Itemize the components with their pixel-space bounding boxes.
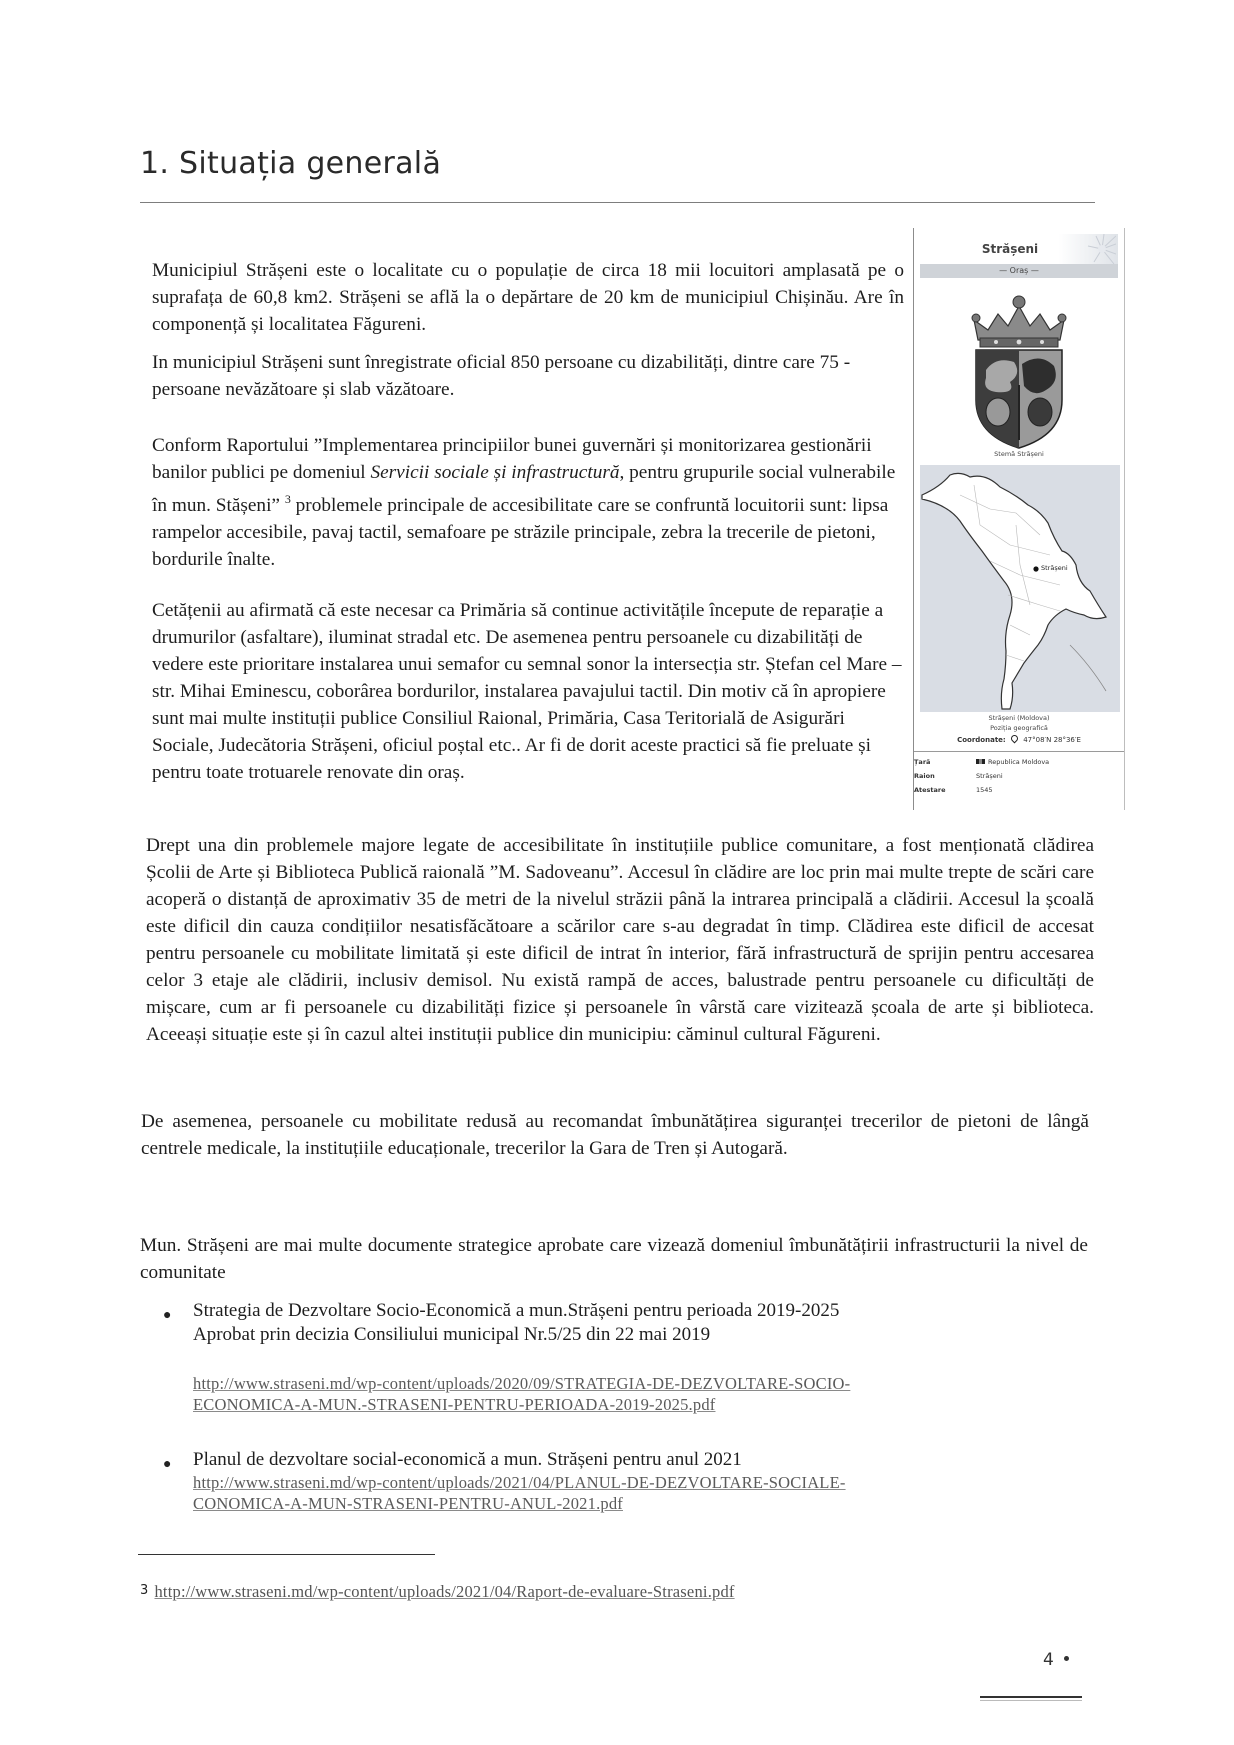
bullet-icon: ● <box>163 1457 172 1472</box>
document-link-line[interactable]: http://www.straseni.md/wp-content/uploads/2021/04/PLANUL-DE-DEZVOLTARE-SOCIALE- <box>193 1473 846 1492</box>
coat-of-arms-caption: Stemă Strășeni <box>994 450 1044 458</box>
infobox-city-type: — Oraș — <box>920 264 1118 278</box>
document-approval: Aprobat prin decizia Consiliului municipal Nr.5/25 din 22 mai 2019 <box>193 1324 711 1345</box>
document-title: Planul de dezvoltare social-economică a mun. Strășeni pentru anul 2021 <box>193 1449 742 1470</box>
paragraph-citizens: Cetățenii au afirmată că este necesar ca Primăria să continue activitățile începute de reparație a drumurilor (asfaltare), iluminat stradal etc. De asemenea pentru persoanele cu dizabilități de vedere este prioritare instalarea unui semafor cu semnal sonor la intersecția str. Ștefan cel Mare – str. Mihai Eminescu, coborârea bordurilor, instalarea pavajului tactil. Din motiv că în apropiere sunt mai multe instituții publice Consiliul Raional, Primăria, Casa Teritorială de Asigurări Sociale, Judecătoria Strășeni, oficiul poștal etc.. Ar fi de dorit aceste practici să fie preluate și pentru toate trotuarele renovate din oraș. <box>152 600 902 783</box>
infobox-row-value[interactable]: Strășeni <box>976 772 1003 780</box>
infobox-row-value[interactable]: Republica Moldova <box>988 758 1050 766</box>
infobox-divider <box>914 751 1124 752</box>
footnote-separator <box>138 1554 435 1555</box>
footnote-number: 3 <box>140 1583 149 1598</box>
infobox-row-value: 1545 <box>976 786 993 794</box>
document-link-line[interactable]: http://www.straseni.md/wp-content/uploads/2020/09/STRATEGIA-DE-DEZVOLTARE-SOCIO- <box>193 1374 851 1393</box>
city-infobox <box>913 228 1125 810</box>
coordinates[interactable] <box>914 735 1124 744</box>
report-text-after: problemele principale de accesibilitate care se confruntă locuitorii sunt: lipsa rampelor accesibile, pavaj tactil, semafoare pe străzile principale, zebra la trecerile de pietoni, bordurile înalte. <box>152 495 889 570</box>
infobox-row-key: Atestare <box>914 786 946 794</box>
title-divider <box>140 202 1095 203</box>
infobox-header <box>920 234 1118 264</box>
map-pin-icon <box>1010 734 1020 744</box>
coordinates-label: Coordonate: <box>957 736 1006 744</box>
page-number: 4 <box>1043 1650 1054 1670</box>
map-caption: Strășeni (Moldova) <box>988 714 1050 722</box>
paragraph-pedestrian-safety: De asemenea, persoanele cu mobilitate redusă au recomandat îmbunătățirea siguranței trecerilor de pietoni de lângă centrele medicale, la instituțiile educaționale, trecerilor la Gara de Tren și Autogară. <box>141 1111 1089 1159</box>
moldova-map-icon <box>920 465 1120 712</box>
report-text-mid: , pentru grupurile social vulnerabile în mun. Stășeni” <box>152 462 896 516</box>
document-link-line[interactable]: CONOMICA-A-MUN-STRASENI-PENTRU-ANUL-2021.pdf <box>193 1494 623 1513</box>
paragraph-disabilities: In municipiul Strășeni sunt înregistrate oficial 850 persoane cu dizabilități, dintre care 75 - persoane nevăzătoare și slab văzătoare. <box>152 352 851 400</box>
footer-rule <box>980 1696 1082 1698</box>
map-marker-dot[interactable] <box>1033 566 1038 571</box>
paragraph-school-of-arts: Drept una din problemele majore legate de accesibilitate în instituțiile publice comunitare, a fost menționată clădirea Școlii de Arte și Biblioteca Publică raională ”M. Sadoveanu”. Accesul în clădire are loc prin mai multe trepte de scări care acoperă o distanță de aproximativ 35 de metri de la nivelul străzii până la intrarea principală a clădirii. Accesul la școală este dificil din cauza condițiilor nesatisfăcătoare a scărilor care s-au degradat în timp. Clădirea este dificil de accesat pentru persoanele cu mobilitate limitată și este dificil de intrat în interior, fără infrastructură de sprijin pentru accesarea celor 3 etaje ale clădirii, inclusiv demisol. Nu există rampă de acces, balustrade pentru persoanele cu dificultăți de mișcare, cum ar fi persoanele cu dizabilități fizice și persoanele în vârstă care vizitează școala de arte și biblioteca. Aceeași situație este și în cazul altei instituții publice din municipiu: căminul cultural Făgureni. <box>146 835 1094 1045</box>
map-subcaption: Poziția geografică <box>990 724 1048 732</box>
infobox-row-key: Țară <box>914 758 931 766</box>
sun-decoration-icon <box>1082 234 1116 264</box>
paragraph-report <box>152 432 904 573</box>
section-title: 1. Situația generală <box>140 146 442 181</box>
document-link-line[interactable]: ECONOMICA-A-MUN.-STRASENI-PENTRU-PERIOADA-2019-2025.pdf <box>193 1395 716 1414</box>
footnote-link[interactable]: http://www.straseni.md/wp-content/uploads/2021/04/Raport-de-evaluare-Straseni.pdf <box>154 1582 735 1601</box>
page-dot-icon <box>1064 1656 1069 1661</box>
infobox-city-name: Strășeni <box>981 242 1039 256</box>
infobox-row-key: Raion <box>914 772 935 780</box>
footer-rule-light <box>980 1700 1082 1701</box>
report-domain-italic: Servicii sociale și infrastructură <box>370 462 620 483</box>
map-marker-label: Strășeni <box>1041 564 1068 572</box>
coat-of-arms-icon <box>956 290 1082 450</box>
location-map[interactable] <box>920 465 1120 712</box>
footnote <box>140 1582 735 1602</box>
paragraph-population: Municipiul Strășeni este o localitate cu o populație de circa 18 mii locuitori amplasată pe o suprafața de 60,8 km2. Strășeni se află la o depărtare de 20 km de municipiul Chișinău. Are în componență și localitatea Făgureni. <box>152 260 904 335</box>
report-text-before: Conform Raportului ”Implementarea principiilor bunei guvernări și monitorizarea gestionării banilor publici pe domeniul <box>152 435 872 483</box>
paragraph-strategic-documents: Mun. Strășeni are mai multe documente strategice aprobate care vizează domeniul îmbunătățirii infrastructurii la nivel de comunitate <box>140 1235 1088 1283</box>
document-link[interactable] <box>193 1373 1073 1415</box>
bullet-icon: ● <box>163 1308 172 1323</box>
flag-icon <box>976 759 985 764</box>
footnote-reference[interactable]: 3 <box>284 492 291 506</box>
coordinates-value[interactable]: 47°08′N 28°36′E <box>1023 736 1081 744</box>
document-link[interactable] <box>193 1472 1073 1514</box>
document-title: Strategia de Dezvoltare Socio-Economică a mun.Strășeni pentru perioada 2019-2025 <box>193 1300 840 1321</box>
